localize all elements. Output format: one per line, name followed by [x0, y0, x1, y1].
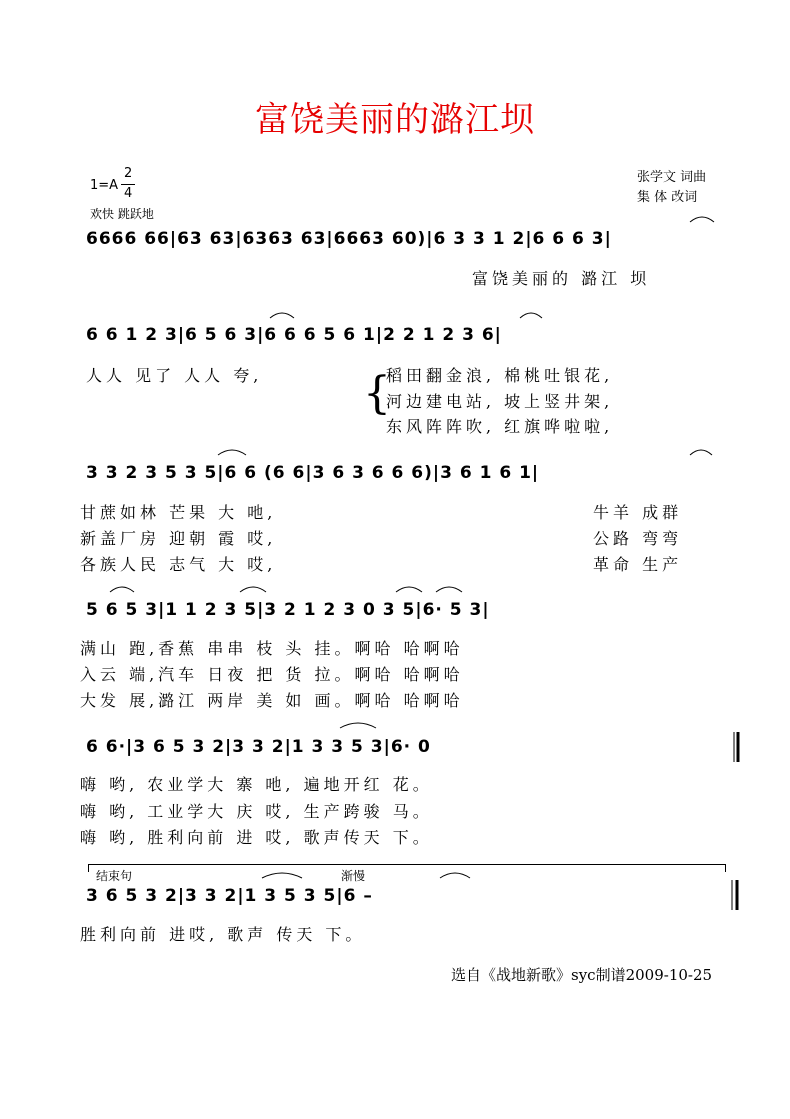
- ritardando-label: 渐慢: [341, 869, 366, 883]
- adapter-credit: 集 体 改词: [637, 190, 698, 205]
- score-row-3-lyric-2: 新盖厂房 迎朝 霞 哎,: [80, 529, 277, 548]
- key-prefix: 1=A: [90, 178, 119, 193]
- score-row-6-notes: 3 6 5 3 2|3 3 2|1 3 5 3 5|6 –: [86, 886, 373, 906]
- ending-label: 结束句: [96, 869, 133, 883]
- score-row-3-lyric-1: 甘蔗如林 芒果 大 吔,: [80, 503, 277, 522]
- score-row-2-lyric-verse1: 稻田翻金浪, 棉桃吐银花,: [386, 366, 614, 385]
- score-row-2-lyric-1: 人人 见了 人人 夸,: [86, 366, 263, 385]
- source-footer: 选自《战地新歌》syc制谱2009-10-25: [451, 966, 713, 984]
- tempo-marking: 欢快 跳跃地: [90, 207, 154, 221]
- time-numerator: 2: [124, 166, 133, 181]
- score-row-4-notes: 5 6 5 3|1 1 2 3 5|3 2 1 2 3 0 3 5|6· 5 3|: [86, 600, 490, 620]
- score-row-5-lyric-1: 嗨 哟, 农业学大 寨 吔, 遍地开红 花。: [80, 775, 433, 794]
- score-row-6-lyric: 胜利向前 进哎, 歌声 传天 下。: [80, 925, 366, 944]
- score-row-2-notes: 6 6 1 2 3|6 5 6 3|6 6 6 5 6 1|2 2 1 2 3 6|: [86, 325, 502, 345]
- page-title: 富饶美丽的潞江坝: [255, 100, 535, 140]
- verse-brace: {: [363, 368, 391, 419]
- score-row-3-notes: 3 3 2 3 5 3 5|6 6 (6 6|3 6 3 6 6 6)|3 6 1 6 1|: [86, 463, 540, 483]
- score-row-5-lyric-2: 嗨 哟, 工业学大 庆 哎, 生产跨骏 马。: [80, 802, 433, 821]
- score-row-1-notes: 6666 66|63 63|6363 63|6663 60)|6 3 3 1 2|6 6 6 3|: [86, 229, 612, 249]
- composer-credit: 张学文 词曲: [637, 170, 707, 185]
- score-row-1-lyric: 富饶美丽的 潞江 坝: [472, 269, 651, 288]
- score-row-4-lyric-3: 大发 展,潞江 两岸 美 如 画。啊哈 哈啊哈: [80, 691, 464, 710]
- score-row-5-notes: 6 6·|3 6 5 3 2|3 3 2|1 3 3 5 3|6· 0: [86, 737, 431, 757]
- score-row-3-lyric-3: 各族人民 志气 大 哎,: [80, 555, 277, 574]
- score-row-5-lyric-3: 嗨 哟, 胜利向前 进 哎, 歌声传天 下。: [80, 828, 433, 847]
- score-row-3-lyric-right-3: 革命 生产: [593, 555, 683, 574]
- time-denominator: 4: [124, 186, 133, 201]
- score-row-4-lyric-1: 满山 跑,香蕉 串串 枝 头 挂。啊哈 哈啊哈: [80, 639, 464, 658]
- score-row-2-lyric-3: 东风阵阵吹, 红旗哗啦啦,: [386, 417, 614, 436]
- score-row-3-lyric-right-2: 公路 弯弯: [593, 529, 683, 548]
- score-row-3-lyric-right-1: 牛羊 成群: [593, 503, 683, 522]
- score-row-2-lyric-2: 河边建电站, 坡上竖井架,: [386, 392, 614, 411]
- score-row-4-lyric-2: 入云 端,汽车 日夜 把 货 拉。啊哈 哈啊哈: [80, 665, 464, 684]
